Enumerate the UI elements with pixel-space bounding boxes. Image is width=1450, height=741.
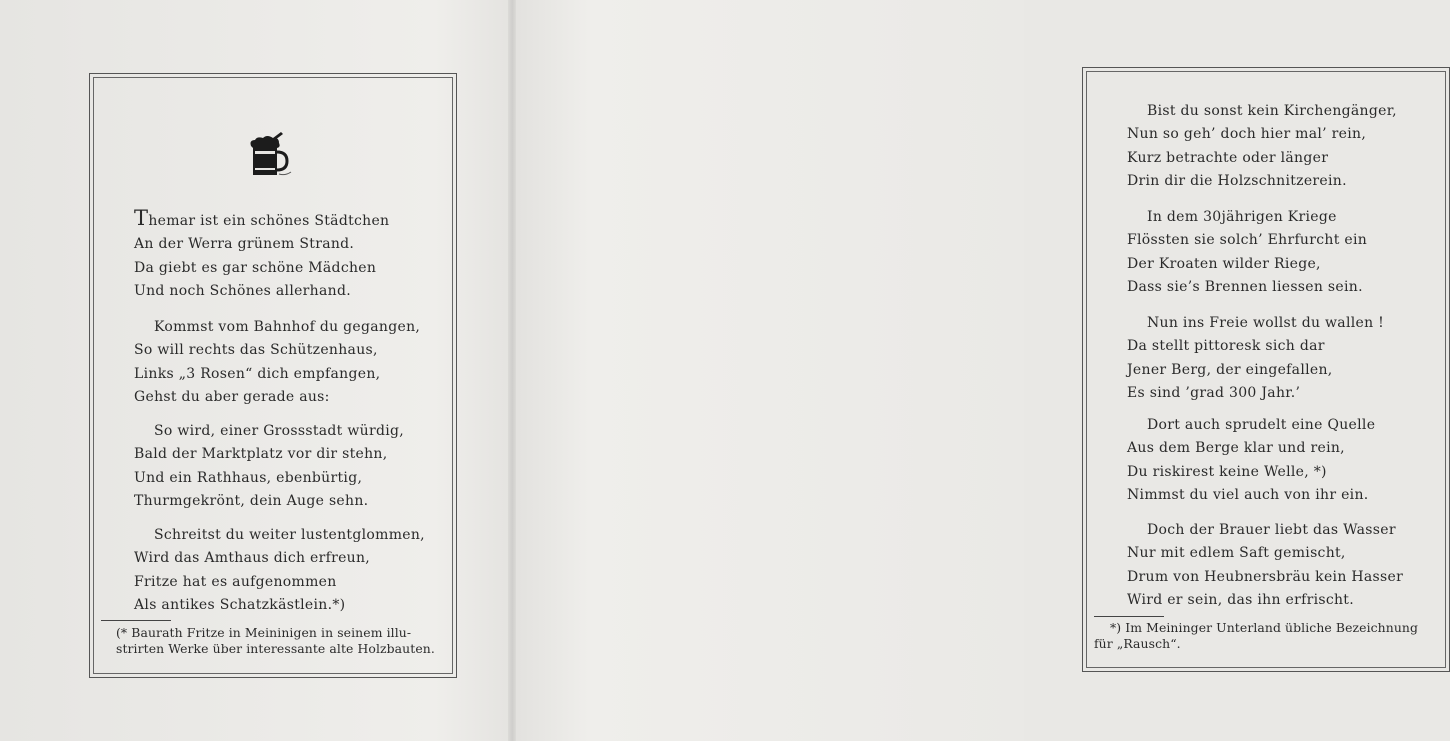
stanza-2 (1127, 206, 1367, 300)
verse-line: In dem 30jährigen Kriege (1147, 209, 1337, 225)
verse-line: Da giebt es gar schöne Mädchen (134, 259, 377, 276)
footnote-rule (1094, 616, 1164, 617)
book-gutter (508, 0, 516, 741)
right-page (512, 0, 1419, 741)
verse-line: Fritze hat es aufgenommen (134, 573, 337, 590)
stanza-4 (1127, 414, 1375, 508)
stanza-5 (1127, 519, 1403, 613)
verse-line: Thurmgekrönt, dein Auge sehn. (134, 493, 369, 510)
stanza-4 (134, 524, 425, 618)
verse-line: So will rechts das Schützenhaus, (134, 342, 378, 359)
stanza-1 (134, 207, 389, 304)
verse-line: Doch der Brauer liebt das Wasser (1147, 522, 1396, 538)
verse-line: Es sind ’grad 300 Jahr.’ (1127, 385, 1301, 402)
verse-line: Du riskirest keine Welle, *) (1127, 463, 1327, 480)
right-page-frame (1082, 67, 1450, 672)
beer-mug-icon (245, 132, 295, 182)
verse-line: Flössten sie solch’ Ehrfurcht ein (1127, 232, 1368, 249)
verse-line: Dort auch sprudelt eine Quelle (1147, 417, 1376, 433)
drop-cap: T (134, 206, 149, 230)
verse-line: Bald der Marktplatz vor dir stehn, (134, 446, 388, 463)
footnote-line: *) Im Meininger Unterland übliche Bezeichnung (1110, 620, 1419, 635)
verse-line: Drin dir die Holzschnitzerein. (1127, 173, 1347, 190)
verse-line: An der Werra grünem Strand. (134, 236, 355, 253)
left-page (0, 0, 512, 741)
verse-line: Aus dem Berge klar und rein, (1127, 440, 1345, 457)
verse-line: Gehst du aber gerade aus: (134, 389, 330, 406)
footnote-line: (* Baurath Fritze in Meininigen in seinem illu- (116, 625, 412, 640)
stanza-2 (134, 316, 420, 410)
verse-line: Da stellt pittoresk sich dar (1127, 338, 1325, 355)
verse-line: Der Kroaten wilder Riege, (1127, 255, 1321, 272)
verse-line (134, 207, 389, 233)
verse-line: Als antikes Schatzkästlein.*) (134, 597, 346, 614)
footnote (1094, 620, 1418, 652)
verse-line: Wird das Amthaus dich erfreun, (134, 550, 371, 567)
verse-line: Bist du sonst kein Kirchengänger, (1147, 103, 1397, 119)
stanza-3 (1127, 312, 1384, 406)
verse-line: Jener Berg, der eingefallen, (1127, 361, 1333, 378)
verse-line: Nimmst du viel auch von ihr ein. (1127, 487, 1369, 504)
verse-line: Nun so geh’ doch hier mal’ rein, (1127, 126, 1367, 143)
verse-line: Dass sie’s Brennen liessen sein. (1127, 279, 1363, 296)
verse-line: So wird, einer Grossstadt würdig, (154, 423, 405, 439)
verse-line: Drum von Heubnersbräu kein Hasser (1127, 568, 1404, 585)
verse-line: Nur mit edlem Saft gemischt, (1127, 545, 1346, 562)
stanza-1 (1127, 100, 1397, 194)
verse-line: Schreitst du weiter lustentglommen, (154, 527, 425, 543)
left-page-frame (89, 73, 457, 678)
stanza-3 (134, 420, 404, 514)
verse-line: Kurz betrachte oder länger (1127, 149, 1329, 166)
verse-line: Und ein Rathhaus, ebenbürtig, (134, 469, 363, 486)
verse-line: Wird er sein, das ihn erfrischt. (1127, 592, 1354, 609)
footnote (116, 625, 435, 657)
verse-line: Und noch Schönes allerhand. (134, 283, 351, 300)
footnote-line: strirten Werke über interessante alte Holzbauten. (116, 641, 435, 656)
verse-line: Nun ins Freie wollst du wallen ! (1147, 315, 1385, 331)
verse-line: Links „3 Rosen“ dich empfangen, (134, 365, 381, 382)
verse-line: Kommst vom Bahnhof du gegangen, (154, 319, 421, 335)
footnote-line: für „Rausch“. (1094, 636, 1181, 651)
footnote-rule (101, 620, 171, 621)
verse-line-text: hemar ist ein schönes Städtchen (148, 213, 390, 229)
